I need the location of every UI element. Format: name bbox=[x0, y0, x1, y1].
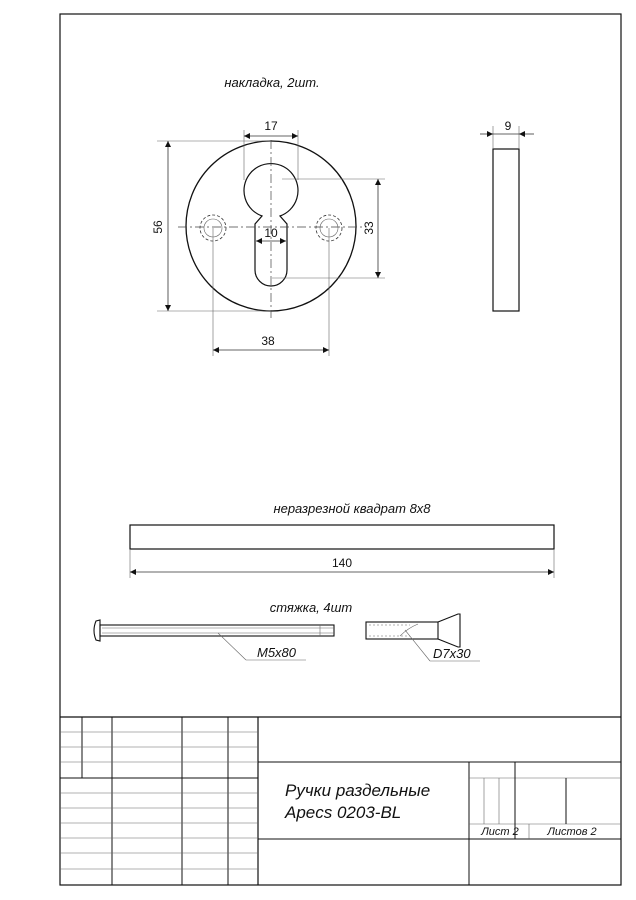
plate-view bbox=[151, 75, 385, 356]
sheet-count-label: Листов 2 bbox=[547, 826, 597, 838]
dim-slot bbox=[256, 226, 286, 241]
plate-side-view bbox=[480, 119, 534, 311]
dim-cut-height bbox=[272, 179, 385, 278]
title-line-2: Apecs 0203-BL bbox=[285, 803, 402, 822]
bolt-label: M5x80 bbox=[257, 645, 297, 660]
dim-label-17: 17 bbox=[264, 119, 278, 133]
square-bar-view bbox=[130, 501, 554, 578]
sheet-frame bbox=[60, 14, 621, 885]
bolt bbox=[94, 620, 334, 641]
dim-label-33: 33 bbox=[362, 221, 376, 235]
sleeve-label: D7x30 bbox=[433, 646, 471, 661]
square-bar bbox=[130, 525, 554, 549]
ties-view bbox=[94, 600, 480, 661]
dim-label-9: 9 bbox=[504, 119, 512, 133]
dim-label-56: 56 bbox=[151, 220, 165, 234]
dim-label-140: 140 bbox=[331, 556, 353, 570]
title-line-1: Ручки раздельные bbox=[285, 781, 431, 800]
title-block bbox=[60, 717, 621, 885]
plate-caption: накладка, 2шт. bbox=[224, 75, 320, 90]
dim-label-10: 10 bbox=[264, 226, 278, 240]
dim-label-38: 38 bbox=[261, 334, 275, 348]
ties-caption: стяжка, 4шт bbox=[269, 600, 353, 615]
square-caption: неразрезной квадрат 8х8 bbox=[273, 501, 431, 516]
sheet-number-label: Лист 2 bbox=[481, 826, 519, 838]
sleeve bbox=[366, 614, 460, 647]
